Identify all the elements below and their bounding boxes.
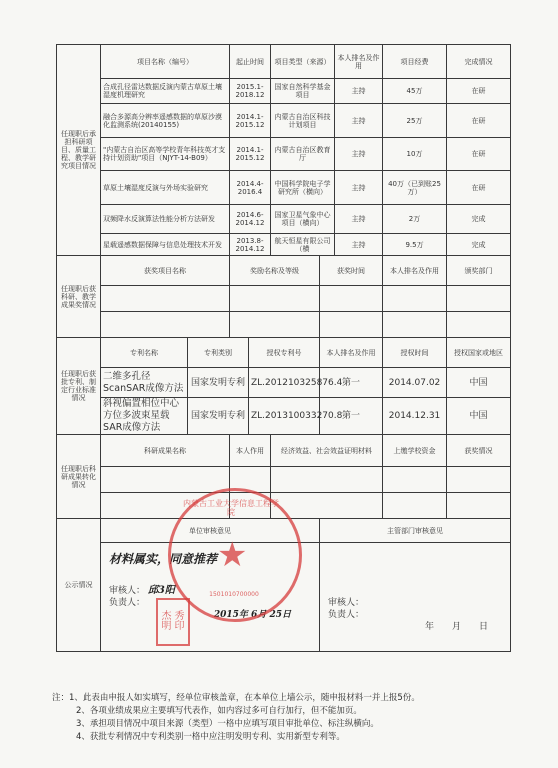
publicity-section-label: 公示情况: [57, 519, 101, 652]
transfer-col-name: 科研成果名称: [101, 435, 230, 467]
project-period: 2014.1-2015.12: [230, 104, 271, 138]
project-role: 主持: [335, 138, 383, 171]
project-type: 国家自然科学基金项目: [271, 79, 335, 104]
project-status: 在研: [447, 79, 511, 104]
patent-date: 2014.07.02: [383, 368, 447, 398]
project-funding: 40万（已到账25万）: [383, 171, 447, 205]
awards-col-level: 奖励名称及等级: [230, 256, 320, 286]
research-col-name: 项目名称（编号）: [101, 45, 230, 79]
patents-col-category: 专利类别: [188, 338, 249, 368]
project-name: 星载遥感数据保障与信息处理技术开发: [101, 234, 230, 256]
project-period: 2014.4-2016.4: [230, 171, 271, 205]
patents-col-number: 授权专利号: [249, 338, 320, 368]
patent-number: ZL.201310033270.8: [249, 398, 320, 435]
patents-col-name: 专利名称: [101, 338, 188, 368]
transfer-col-funds: 上缴学校资金: [383, 435, 447, 467]
footnote-1: 注：1、此表由申报人如实填写，经单位审核盖章，在本单位上墙公示，随申报材料一并上报5份。: [52, 693, 420, 703]
project-type: 内蒙古自治区科技计划项目: [271, 104, 335, 138]
project-period: 2014.6-2014.12: [230, 205, 271, 234]
project-period: 2015.1-2018.12: [230, 79, 271, 104]
project-funding: 9.5万: [383, 234, 447, 256]
research-section-label: 任现职后承担科研项目、质量工程、教学研究项目情况: [57, 45, 101, 256]
research-header-row: [57, 45, 511, 79]
project-period: 2013.8-2014.12: [230, 234, 271, 256]
unit-reviewer-line: [109, 585, 311, 597]
project-type: 航天恒星有限公司（横: [271, 234, 335, 256]
footnotes: [52, 692, 532, 744]
dept-review-date: 年 月 日: [425, 622, 489, 632]
project-role: 主持: [335, 104, 383, 138]
stamp-ring-text: 内蒙古工业大学信息工程学院: [183, 499, 279, 517]
project-role: 主持: [335, 79, 383, 104]
project-status: 在研: [447, 104, 511, 138]
project-name: "内蒙古自治区高等学校青年科技英才支持计划资助"项目（NJYT-14-B09）: [101, 138, 230, 171]
patent-name: 二维多孔径ScanSAR成像方法: [101, 368, 188, 398]
table-row: [57, 234, 511, 256]
patent-category: 国家发明专利: [188, 398, 249, 435]
patents-col-country: 授权国家或地区: [447, 338, 511, 368]
table-row: [57, 138, 511, 171]
table-row: [57, 104, 511, 138]
project-period: 2014.1-2015.12: [230, 138, 271, 171]
project-name: 双频降水反演算法性能分析方法研发: [101, 205, 230, 234]
patent-date: 2014.12.31: [383, 398, 447, 435]
project-name: 合成孔径雷达数据反演内蒙古草原土壤湿度机理研究: [101, 79, 230, 104]
project-type: 中国科学院电子学研究所（横向）: [271, 171, 335, 205]
table-row: [57, 467, 511, 493]
table-row: [57, 79, 511, 104]
unit-review-date: 2015年 6月 25日: [213, 610, 291, 620]
project-name: 草原土壤湿度反演与外场实验研究: [101, 171, 230, 205]
patent-number: ZL.201210325876.4: [249, 368, 320, 398]
transfer-section-label: 任现职后科研成果转化情况: [57, 435, 101, 519]
publicity-body-row: [57, 543, 511, 652]
dept-leader-label: 负责人：: [328, 610, 365, 620]
project-funding: 45万: [383, 79, 447, 104]
table-row: [57, 493, 511, 519]
unit-leader-line: [109, 597, 311, 609]
patents-section-label: 任现职后获批专利、制定行业标准情况: [57, 338, 101, 435]
footnote-3: 3、承担项目情况中项目来源（类型）一格中应填写项目审批单位、标注纵横向。: [76, 719, 379, 729]
unit-reviewer-label: 审核人：: [109, 586, 146, 596]
unit-review-cell: [101, 543, 320, 652]
awards-col-name: 获奖项目名称: [101, 256, 230, 286]
project-role: 主持: [335, 234, 383, 256]
research-col-funding: 项目经费: [383, 45, 447, 79]
project-status: 在研: [447, 171, 511, 205]
table-row: [57, 368, 511, 398]
project-funding: 2万: [383, 205, 447, 234]
star-icon: ★: [217, 535, 248, 575]
transfer-col-role: 本人作用: [230, 435, 271, 467]
awards-header-row: [57, 256, 511, 286]
transfer-header-row: [57, 435, 511, 467]
awards-section-label: 任现职后获科研、教学成果奖情况: [57, 256, 101, 338]
project-role: 主持: [335, 205, 383, 234]
project-status: 完成: [447, 205, 511, 234]
unit-reviewer-signature: 邱3阳: [147, 585, 175, 596]
research-col-period: 起止时间: [230, 45, 271, 79]
handwritten-opinion: 材料属实，同意推荐: [109, 552, 218, 566]
patent-country: 中国: [447, 368, 511, 398]
patents-header-row: [57, 338, 511, 368]
footnote-2: 2、各项业绩成果应主要填写代表作，如内容过多可自行加行，但不能加页。: [76, 706, 362, 716]
project-funding: 25万: [383, 104, 447, 138]
dept-review-cell: [320, 543, 511, 652]
awards-col-time: 获奖时间: [320, 256, 383, 286]
transfer-col-evidence: 经济效益、社会效益证明材料: [271, 435, 383, 467]
research-col-type: 项目类型（来源）: [271, 45, 335, 79]
project-type: 内蒙古自治区教育厅: [271, 138, 335, 171]
table-row: [57, 205, 511, 234]
awards-col-dept: 颁奖部门: [447, 256, 511, 286]
unit-review-header: 单位审核意见: [101, 519, 320, 543]
project-type: 国家卫星气象中心项目（横向）: [271, 205, 335, 234]
table-row: [57, 398, 511, 435]
personal-seal: 杰 秀 明 印: [156, 598, 190, 646]
transfer-col-awards: 获奖情况: [447, 435, 511, 467]
stamp-code: 1501010700000: [209, 591, 259, 598]
dept-reviewer-label: 审核人：: [328, 598, 365, 608]
project-role: 主持: [335, 171, 383, 205]
project-funding: 10万: [383, 138, 447, 171]
table-row: [57, 171, 511, 205]
patent-country: 中国: [447, 398, 511, 435]
patent-rank: 第一: [320, 368, 383, 398]
project-name: 融合多源高分辨率遥感数据的草原沙漠化监测系统(20140155): [101, 104, 230, 138]
patent-rank: 第一: [320, 398, 383, 435]
patents-col-rank: 本人排名及作用: [320, 338, 383, 368]
research-col-status: 完成情况: [447, 45, 511, 79]
project-status: 在研: [447, 138, 511, 171]
awards-col-rank: 本人排名及作用: [383, 256, 447, 286]
publicity-header-row: [57, 519, 511, 543]
patent-category: 国家发明专利: [188, 368, 249, 398]
patent-name: 斜视偏置相位中心方位多波束星载SAR成像方法: [101, 398, 188, 435]
table-row: [57, 312, 511, 338]
footnote-4: 4、获批专利情况中专利类别一格中应注明发明专利、实用新型专利等。: [76, 732, 345, 742]
research-col-role: 本人排名及作用: [335, 45, 383, 79]
dept-review-header: 主管部门审核意见: [320, 519, 511, 543]
patents-col-date: 授权时间: [383, 338, 447, 368]
table-row: [57, 286, 511, 312]
unit-leader-label: 负责人：: [109, 598, 146, 608]
project-status: 完成: [447, 234, 511, 256]
achievement-table: [56, 44, 511, 652]
